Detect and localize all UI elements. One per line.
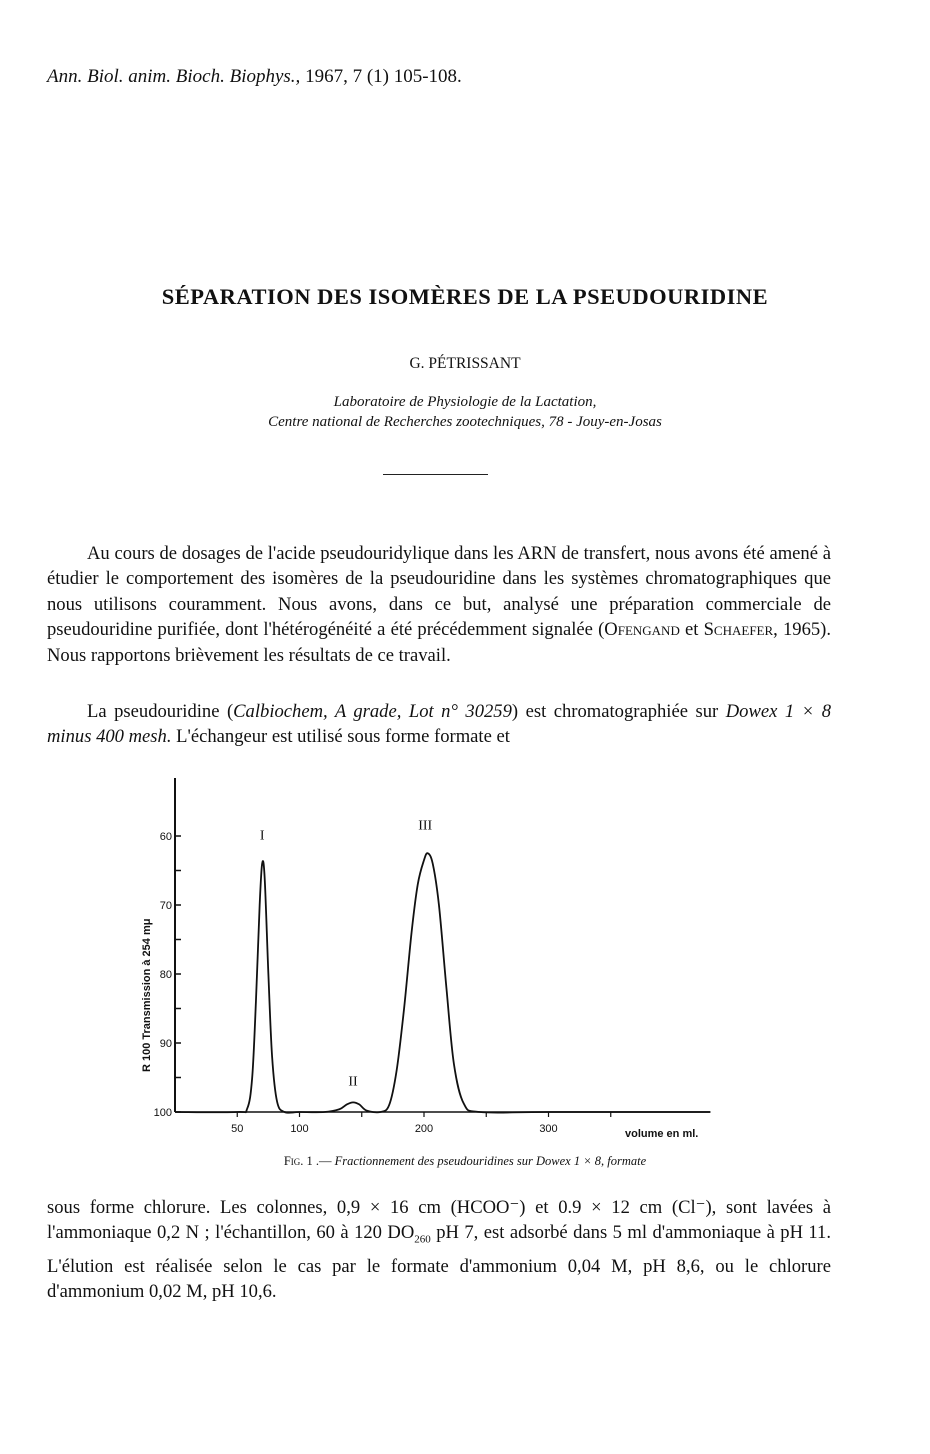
product-name: Calbiochem, A grade, Lot n° 30259 [233, 701, 512, 722]
journal-year-volume-pages: 1967, 7 (1) 105-108. [305, 66, 462, 87]
journal-citation [47, 66, 462, 88]
p2-part-c: L'échangeur est utilisé sous forme formate et [171, 726, 510, 748]
p1-and: et [679, 619, 704, 641]
article-author: G. PÉTRISSANT [409, 355, 521, 372]
y-tick-label: 80 [159, 969, 172, 981]
y-tick-label: 70 [159, 900, 172, 912]
journal-name: Ann. Biol. anim. Bioch. Biophys., [47, 66, 301, 87]
paragraph-procedure [47, 1195, 831, 1304]
peak-label-i: I [259, 828, 265, 844]
p3-part-b: pH 7, est adsorbé dans 5 ml d'ammoniaque à pH 11. L'élution est réalisée selon le cas par le formate d'ammonium 0,04 M, pH 8,6, ou le chlorure d'ammonium 0,02 M, pH 10,6. [47, 1222, 831, 1302]
peak-label-ii: II [348, 1074, 358, 1090]
chart-marks [175, 818, 710, 1113]
y-axis-label-group [141, 919, 153, 1072]
y-tick-label: 100 [153, 1107, 172, 1119]
x-tick-label: 50 [231, 1123, 244, 1135]
article-title: SÉPARATION DES ISOMÈRES DE LA PSEUDOURIDINE [161, 284, 769, 309]
elution-curve [175, 853, 710, 1113]
x-tick-label: 300 [539, 1123, 558, 1135]
y-axis-title: R 100 Transmission à 254 mμ [141, 918, 153, 1072]
affiliation-line-1: Laboratoire de Physiologie de la Lactation, [333, 394, 597, 410]
reference-author-1: Ofengand [604, 619, 680, 641]
p1-tail: , 1965). Nous rapportons brièvement les résultats de ce travail. [47, 619, 832, 666]
p1-text: Au cours de dosages de l'acide pseudouridylique dans les ARN de transfert, nous avons été amené à étudier le comportement des isomères de la pseudouridine dans les systèmes chromatographiques que nous utilisons couramment. Nous avons, dans ce but, analysé une préparation commerciale de pseudouridine purifiée, dont l'hétérogénéité a été précédemment signalée ( [47, 543, 831, 641]
y-tick-label: 90 [159, 1038, 172, 1050]
affiliation-line-2: Centre national de Recherches zootechniques, 78 - Jouy-en-Josas [268, 414, 662, 430]
x-tick-label: 200 [414, 1123, 434, 1135]
y-tick-label: 60 [159, 831, 172, 843]
paragraph-methods [47, 699, 831, 750]
figure-caption-label: Fig. 1 .— [283, 1154, 332, 1168]
p2-part-a: La pseudouridine ( [87, 701, 234, 722]
peak-label-iii: III [418, 818, 433, 834]
resin-name: Dowex 1 × 8 minus 400 mesh. [47, 701, 831, 748]
paragraph-intro [47, 541, 831, 668]
x-tick-label: 100 [290, 1123, 309, 1135]
figure-caption [0, 1154, 930, 1169]
reference-author-2: Schaefer [703, 619, 774, 641]
figure-caption-text: Fractionnement des pseudouridines sur Dowex 1 × 8, formate [334, 1154, 647, 1168]
title-separator-rule [383, 474, 488, 475]
p3-part-a: sous forme chlorure. Les colonnes, 0,9 × 16 cm (HCOO⁻) et 0.9 × 12 cm (Cl⁻), sont lavées à l'ammoniaque 0,2 N ; l'échantillon, 60 à 120 DO [47, 1197, 831, 1244]
x-axis-title: volume en ml. [624, 1128, 699, 1140]
p3-subscript: 260 [414, 1234, 431, 1247]
p2-part-b: ) est chromatographiée sur [511, 701, 726, 722]
chromatogram-chart [0, 760, 930, 1150]
